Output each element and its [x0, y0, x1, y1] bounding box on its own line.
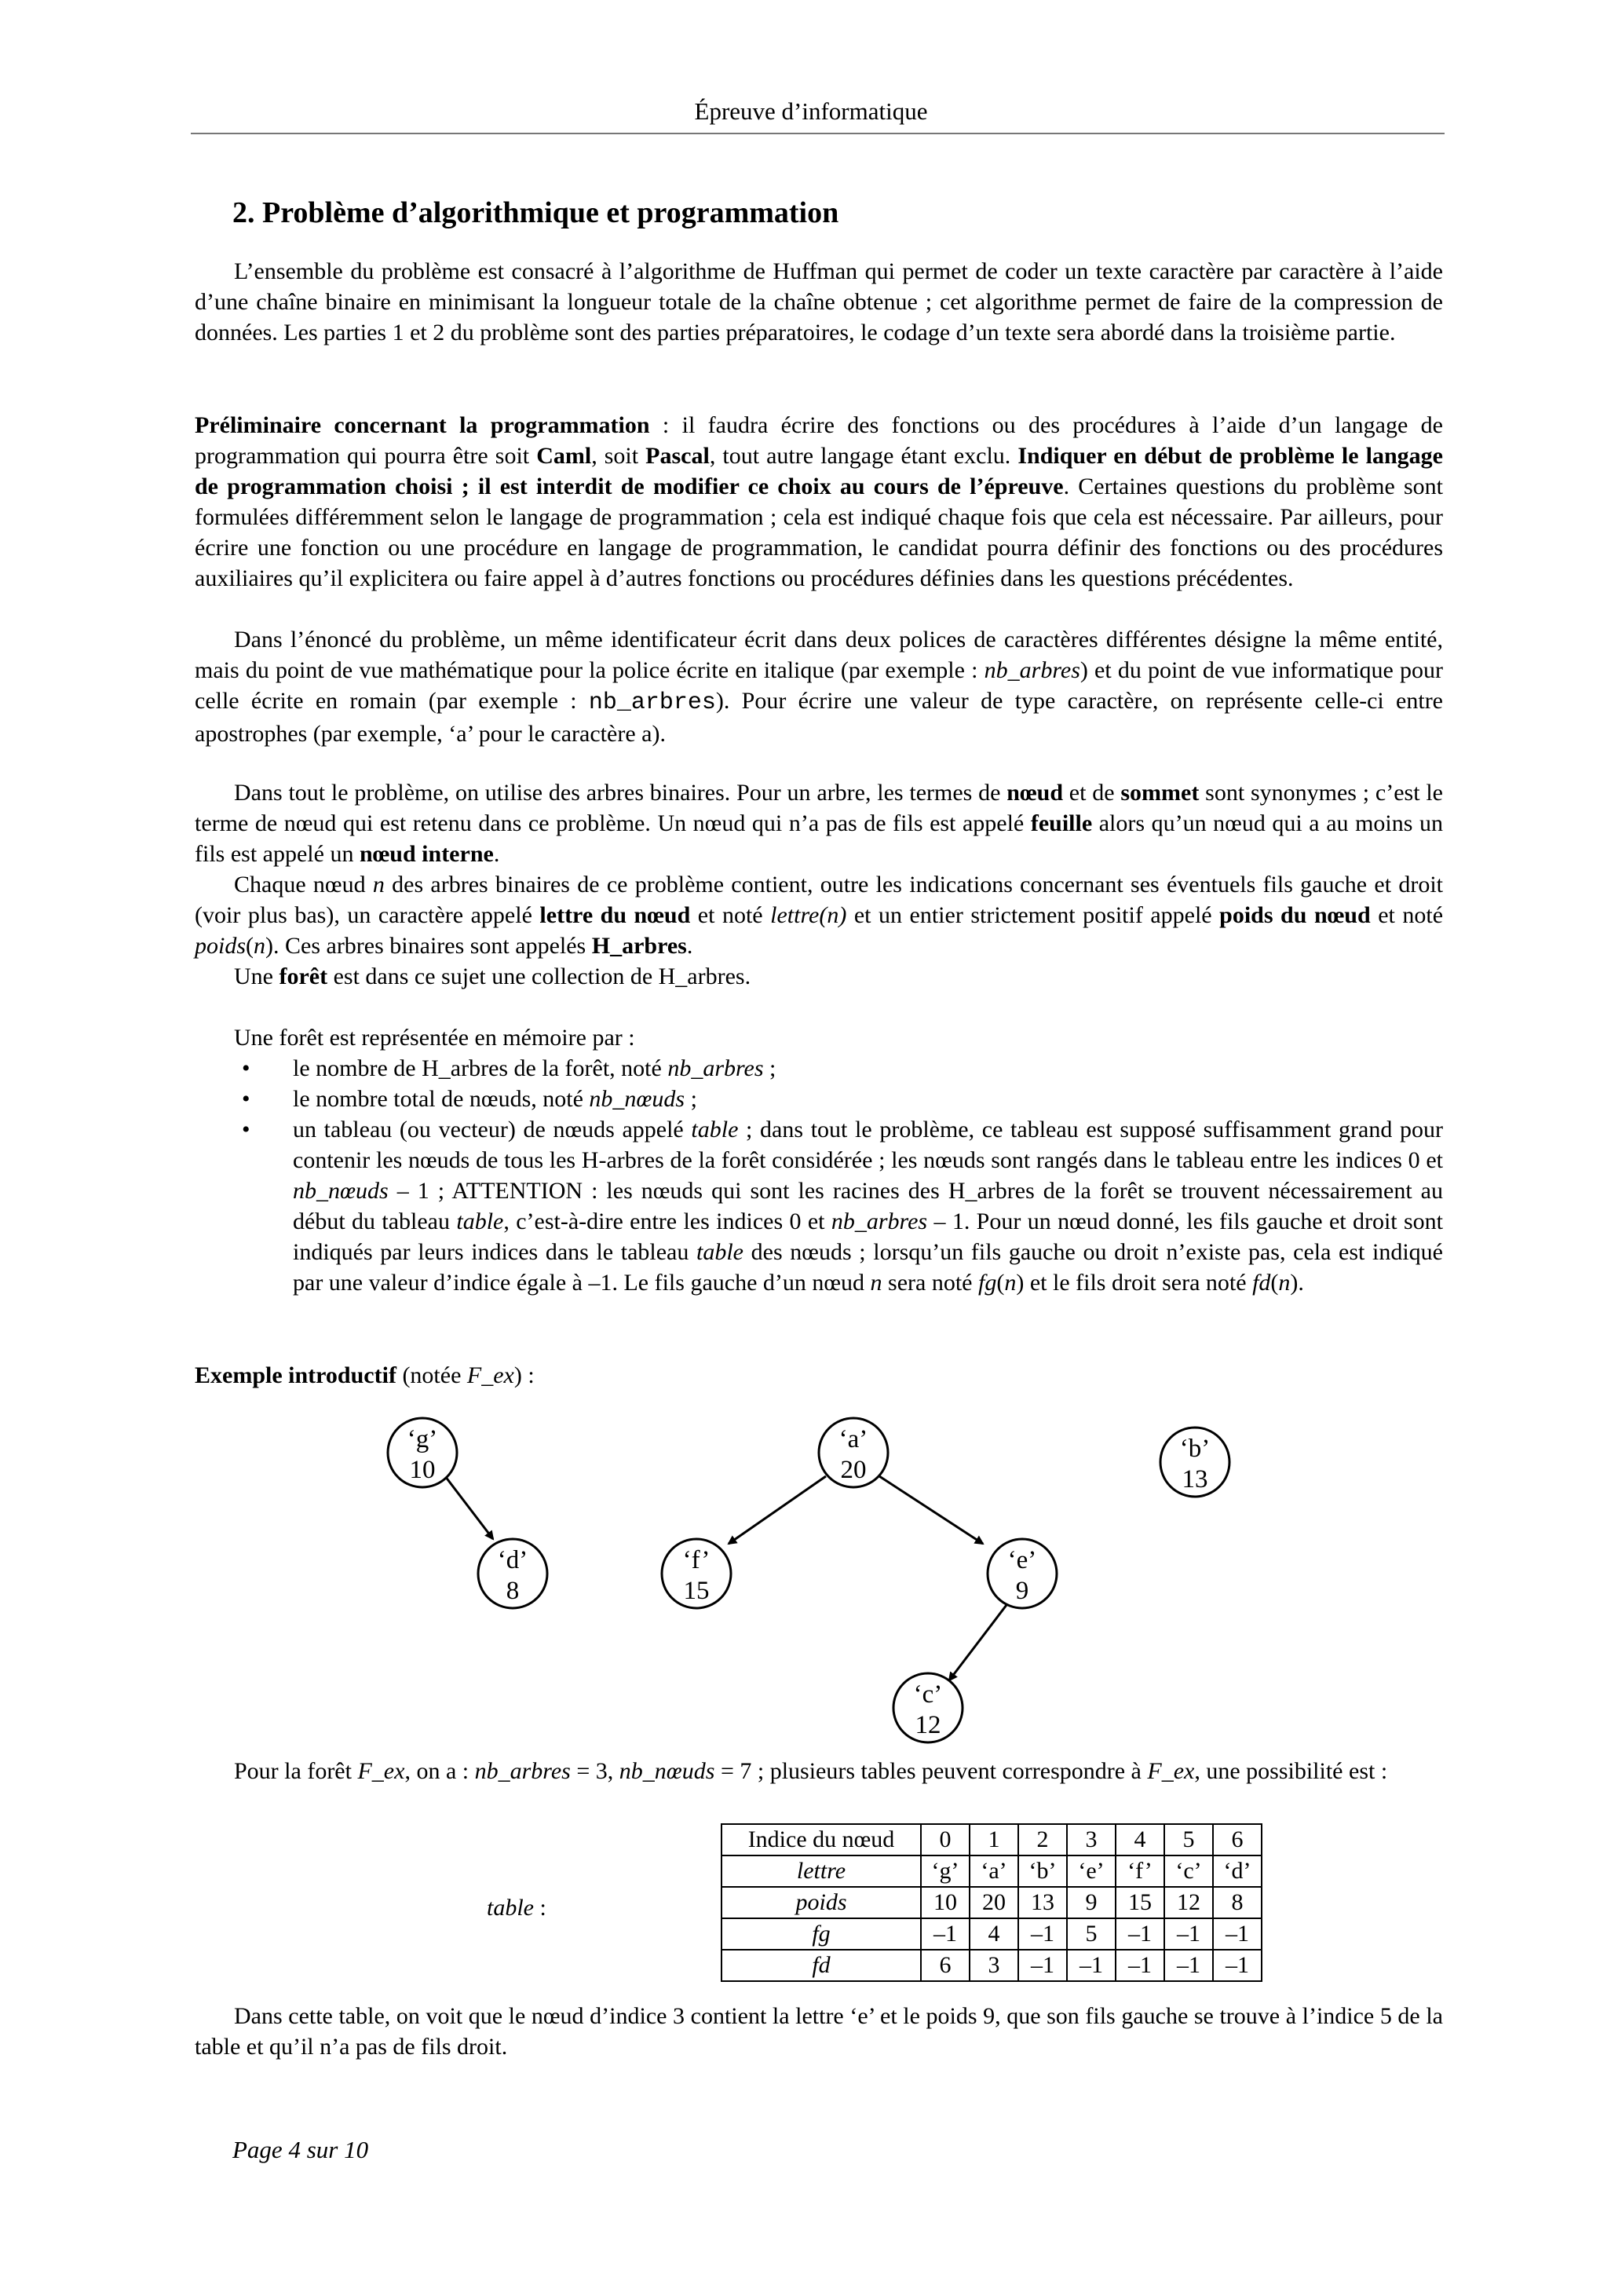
term-feuille: feuille — [1030, 810, 1093, 836]
item-text: ; dans tout le problème, ce tableau est supposé suffisamment grand pour contenir les nœuds de tous les H-arbres de la forêt considérée ; les nœuds sont rangés dans le tableau entre les indices 0 et — [293, 1117, 1443, 1173]
prelim-lead: Préliminaire concernant la programmation — [195, 412, 650, 438]
node-def-text: et noté — [1370, 902, 1444, 928]
table-cell: –1 — [1164, 1950, 1213, 1981]
node-weight: 8 — [506, 1577, 520, 1605]
table-cell: 20 — [970, 1887, 1018, 1918]
var-nb-arbres: nb_arbres — [831, 1208, 928, 1234]
table-cell: 3 — [1067, 1824, 1116, 1855]
row-header: fg — [721, 1918, 921, 1950]
item-text: – 1 ; ATTENTION : les nœuds qui sont les racines des H_arbres de la forêt se trouvent nécessairement au début du tableau — [293, 1178, 1443, 1234]
edge-a-f — [729, 1476, 826, 1544]
table-cell: 13 — [1018, 1887, 1067, 1918]
conclusion-paragraph — [195, 2001, 1443, 2062]
table-row — [721, 1855, 1262, 1887]
edge-e-c — [949, 1605, 1006, 1680]
example-text: (notée — [396, 1362, 467, 1388]
term-lettre: lettre du nœud — [539, 902, 691, 928]
tree-node — [893, 1673, 963, 1742]
item-text: – 1. Pour un nœud donné, les fils gauche et droit sont indiqués par leurs indices dans le tableau — [293, 1208, 1443, 1265]
table-cell: 5 — [1164, 1824, 1213, 1855]
trees-text: et de — [1063, 780, 1121, 806]
table-cell: 12 — [1164, 1887, 1213, 1918]
item-text: sera noté — [882, 1270, 978, 1296]
node-weight: 20 — [840, 1456, 867, 1484]
table-row — [721, 1887, 1262, 1918]
item-text: le nombre de H_arbres de la forêt, noté — [293, 1055, 668, 1081]
table-cell: –1 — [1213, 1950, 1262, 1981]
var-nb-arbres: nb_arbres — [667, 1055, 764, 1081]
table-cell: –1 — [1116, 1918, 1164, 1950]
var-f-ex: F_ex — [466, 1362, 514, 1388]
var-n: n — [254, 933, 266, 959]
node-weight: 15 — [683, 1577, 710, 1605]
item-text: ). — [1290, 1270, 1304, 1296]
node-def-text: et un entier strictement positif appelé — [846, 902, 1220, 928]
table-cell: 1 — [970, 1824, 1018, 1855]
node-def-text: . — [686, 933, 693, 959]
row-header: lettre — [721, 1855, 921, 1887]
pascal-term: Pascal — [645, 443, 710, 469]
italic-example: nb_arbres — [984, 657, 1080, 683]
table-cell: ‘a’ — [970, 1855, 1018, 1887]
notation-text: Dans l’énoncé du problème, un même identificateur écrit dans deux polices de caractères différentes désigne la même entité, mais du point de vue mathématique pour la police écrite en italique (par exemple : — [195, 627, 1443, 683]
node-weight: 12 — [915, 1711, 941, 1739]
forest-def-text: est dans ce sujet une collection de H_arbres. — [327, 963, 751, 989]
table-cell: 6 — [921, 1950, 970, 1981]
node-table — [721, 1823, 1262, 1982]
node-weight: 9 — [1015, 1577, 1029, 1605]
table-label-suffix: : — [534, 1895, 546, 1921]
table-cell: 3 — [970, 1950, 1018, 1981]
trees-text: sont synonymes ; c’est le terme de nœud qui est retenu dans ce problème. Un nœud qui n’a pas de fils est appelé — [195, 780, 1443, 836]
var-nb-noeuds: nb_nœuds — [293, 1178, 389, 1204]
item-text: ( — [996, 1270, 1005, 1296]
prelim-text: , tout autre langage étant exclu. — [709, 443, 1018, 469]
node-weight: 10 — [409, 1456, 436, 1484]
running-header: Épreuve d’informatique — [694, 97, 928, 125]
node-letter: ‘g’ — [407, 1425, 438, 1453]
table-cell: ‘g’ — [921, 1855, 970, 1887]
table-label-name: table — [487, 1895, 534, 1921]
node-letter: ‘f’ — [682, 1546, 711, 1574]
item-text: ( — [1270, 1270, 1279, 1296]
table-cell: –1 — [1018, 1950, 1067, 1981]
table-row — [721, 1824, 1262, 1855]
prelim-text: , soit — [591, 443, 646, 469]
table-cell: –1 — [1213, 1918, 1262, 1950]
edge-g-d — [445, 1476, 493, 1539]
table-cell: ‘d’ — [1213, 1855, 1262, 1887]
node-def-text: et noté — [690, 902, 771, 928]
language-rule: Indiquer en début de problème le langage de programmation choisi ; il est interdit de modifier ce choix au cours de l’épreuve — [195, 443, 1443, 499]
table-label — [487, 1892, 546, 1923]
table-cell: 4 — [970, 1918, 1018, 1950]
node-letter: ‘e’ — [1007, 1546, 1037, 1574]
example-text: ) : — [513, 1362, 535, 1388]
memory-intro-text: Une forêt est représentée en mémoire par : — [234, 1025, 635, 1051]
var-nb-noeuds: nb_nœuds — [589, 1086, 685, 1112]
term-noeud-interne: nœud interne — [359, 841, 494, 867]
intro-text: L’ensemble du problème est consacré à l’algorithme de Huffman qui permet de coder un texte caractère par caractère à l’aide d’une chaîne binaire en minimisant la longueur totale de la chaîne obtenue ; cet algorithme permet de faire de la compression de données. Les parties 1 et 2 du problème sont des parties préparatoires, le codage d’un texte sera abordé dans la troisième partie. — [195, 258, 1443, 345]
prelim-text: : il faudra écrire des fonctions ou des procédures à l’aide d’un langage de programmation qui pourra être soit — [195, 412, 1443, 469]
term-noeud: nœud — [1006, 780, 1063, 806]
row-header: fd — [721, 1950, 921, 1981]
table-cell: 2 — [1018, 1824, 1067, 1855]
var-lettre: lettre(n) — [770, 902, 847, 928]
conclusion-text: Dans cette table, on voit que le nœud d’indice 3 contient la lettre ‘e’ et le poids 9, que son fils gauche se trouve à l’indice 5 de la table et qu’il n’a pas de fils droit. — [195, 2003, 1443, 2060]
table-cell: 9 — [1067, 1887, 1116, 1918]
table-cell: 0 — [921, 1824, 970, 1855]
var-n: n — [1004, 1270, 1017, 1296]
trees-text: Dans tout le problème, on utilise des arbres binaires. Pour un arbre, les termes de — [234, 780, 1007, 806]
node-letter: ‘c’ — [913, 1680, 943, 1709]
mono-example: nb_arbres — [588, 689, 716, 716]
var-n: n — [372, 872, 385, 898]
tree-node — [388, 1418, 457, 1487]
summary-text: Pour la forêt — [234, 1758, 358, 1784]
item-text: un tableau (ou vecteur) de nœuds appelé — [293, 1117, 692, 1143]
tree-node — [478, 1539, 547, 1608]
row-header: poids — [721, 1887, 921, 1918]
table-cell: 10 — [921, 1887, 970, 1918]
item-text: ; — [685, 1086, 697, 1112]
table-cell: –1 — [921, 1918, 970, 1950]
table-cell: 5 — [1067, 1918, 1116, 1950]
node-def-text: Chaque nœud — [234, 872, 373, 898]
prelim-text: . Certaines questions du problème sont formulées différemment selon le langage de programmation ; cela est indiqué chaque fois que cela est nécessaire. Par ailleurs, pour écrire une fonction ou une procédure en langage de programmation, le candidat pourra définir des fonctions ou des procédures auxiliaires qu’il explicitera ou faire appel à d’autres fonctions ou procédures définies dans les questions précédentes. — [195, 473, 1443, 591]
table-cell: ‘b’ — [1018, 1855, 1067, 1887]
node-def-text: ( — [246, 933, 254, 959]
example-summary-paragraph — [195, 1756, 1443, 1786]
var-nb-noeuds: nb_nœuds — [619, 1758, 715, 1784]
node-letter: ‘a’ — [838, 1425, 868, 1453]
var-fg: fg — [978, 1270, 997, 1296]
table-cell: –1 — [1067, 1950, 1116, 1981]
page-number: Page 4 sur 10 — [232, 2136, 369, 2163]
var-n: n — [1278, 1270, 1291, 1296]
table-row — [721, 1950, 1262, 1981]
tree-node — [662, 1539, 731, 1608]
table-cell: –1 — [1116, 1950, 1164, 1981]
node-def-text: des arbres binaires de ce problème contient, outre les indications concernant ses éventuels fils gauche et droit (voir plus bas), un caractère appelé — [195, 872, 1443, 928]
var-table: table — [691, 1117, 739, 1143]
bullet-icon: • — [242, 1117, 250, 1143]
var-n: n — [870, 1270, 882, 1296]
row-header: Indice du nœud — [721, 1824, 921, 1855]
table-cell: 6 — [1213, 1824, 1262, 1855]
table-cell: –1 — [1164, 1918, 1213, 1950]
item-text: le nombre total de nœuds, noté — [293, 1086, 590, 1112]
tree-node — [1160, 1428, 1229, 1497]
node-weight: 13 — [1182, 1465, 1208, 1493]
var-poids: poids — [195, 933, 247, 959]
table-cell: 15 — [1116, 1887, 1164, 1918]
table-cell: 4 — [1116, 1824, 1164, 1855]
notation-text: ). Pour écrire une valeur de type caractère, on représente celle-ci entre apostrophes (par exemple, ‘a’ pour le caractère a). — [195, 688, 1444, 747]
term-h-arbres: H_arbres — [591, 933, 687, 959]
table-row — [721, 1918, 1262, 1950]
tree-node — [819, 1418, 888, 1487]
item-text: ) et le fils droit sera noté — [1016, 1270, 1253, 1296]
bullet-icon: • — [242, 1055, 250, 1081]
term-poids: poids du nœud — [1219, 902, 1371, 928]
node-letter: ‘d’ — [497, 1546, 528, 1574]
summary-text: , on a : — [404, 1758, 475, 1784]
item-text: ; — [763, 1055, 776, 1081]
summary-text: = 3, — [570, 1758, 619, 1784]
table-cell: ‘c’ — [1164, 1855, 1213, 1887]
var-f-ex: F_ex — [1147, 1758, 1195, 1784]
summary-text: , une possibilité est : — [1194, 1758, 1388, 1784]
var-f-ex: F_ex — [357, 1758, 405, 1784]
var-fd: fd — [1252, 1270, 1271, 1296]
section-title: 2. Problème d’algorithmique et programmation — [232, 196, 839, 229]
bullet-icon: • — [242, 1086, 250, 1112]
var-nb-arbres: nb_arbres — [474, 1758, 571, 1784]
table-cell: –1 — [1018, 1918, 1067, 1950]
edge-a-e — [879, 1476, 983, 1544]
summary-text: = 7 ; plusieurs tables peuvent correspondre à — [714, 1758, 1148, 1784]
item-text: , c’est-à-dire entre les indices 0 et — [503, 1208, 831, 1234]
table-cell: ‘f’ — [1116, 1855, 1164, 1887]
table-cell: 8 — [1213, 1887, 1262, 1918]
caml-term: Caml — [536, 443, 592, 469]
term-foret: forêt — [279, 963, 328, 989]
notation-text: ) et du point de vue informatique pour celle écrite en romain (par exemple : — [195, 657, 1443, 714]
tree-node — [988, 1539, 1057, 1608]
node-letter: ‘b’ — [1179, 1435, 1211, 1463]
example-lead: Exemple introductif — [195, 1362, 396, 1388]
var-table: table — [456, 1208, 504, 1234]
trees-text: alors qu’un nœud qui a au moins un fils est appelé un — [195, 810, 1443, 867]
node-def-text: ). Ces arbres binaires sont appelés — [265, 933, 592, 959]
trees-text: . — [493, 841, 500, 867]
item-text: des nœuds ; lorsqu’un fils gauche ou droit n’existe pas, cela est indiqué par une valeur d’indice égale à –1. Le fils gauche d’un nœud — [293, 1239, 1443, 1296]
forest-def-text: Une — [234, 963, 279, 989]
term-sommet: sommet — [1120, 780, 1200, 806]
var-table: table — [696, 1239, 744, 1265]
table-cell: ‘e’ — [1067, 1855, 1116, 1887]
